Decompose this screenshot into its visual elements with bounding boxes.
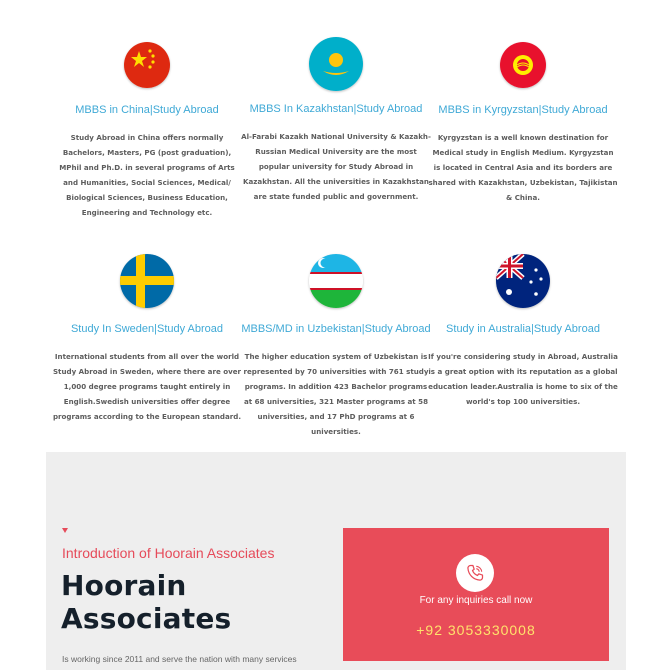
card-title[interactable]: MBBS/MD in Uzbekistan|Study Abroad — [241, 323, 431, 335]
card-text: Study Abroad in China offers normally Bachelors, Masters, PG (post graduation), MPhil and Ph.D. in several programs of Arts and Humanities, Social Sciences, Medical/ Biological Sciences, Business Education, Engineering and Technology etc. — [59, 133, 235, 217]
card-title[interactable]: MBBS in Kyrgyzstan|Study Abroad — [438, 104, 608, 116]
kazakhstan-flag-icon — [309, 37, 363, 91]
card-kyrgyzstan — [428, 42, 618, 205]
card-title[interactable]: MBBS in China|Study Abroad — [75, 104, 219, 116]
brand-title — [61, 569, 231, 635]
china-flag-icon — [124, 42, 170, 88]
sweden-flag-icon — [120, 254, 174, 308]
card-text: International students from all over the world Study Abroad in Sweden, where there are over 1,000 degree programs taught entirely in English.Swedish universities offer degree programs according to the European standard. — [52, 352, 242, 421]
brand-line-2: Associates — [61, 602, 232, 635]
phone-icon — [465, 563, 485, 583]
kyrgyzstan-flag-icon — [500, 42, 546, 88]
about-since: Is working since 2011 and serve the nation with many services — [62, 654, 297, 664]
card-title[interactable]: Study In Sweden|Study Abroad — [70, 323, 224, 335]
card-title[interactable]: Study in Australia|Study Abroad — [446, 323, 600, 335]
card-china — [52, 42, 242, 220]
contact-box — [343, 528, 609, 661]
card-kazakhstan — [241, 37, 431, 204]
card-text: The higher education system of Uzbekistan is represented by 70 universities with 761 study programs. In addition 423 Bachelor programs at 68 universities, 321 Master programs at 58 universities, and 17 PhD programs at 6 universities. — [243, 352, 429, 436]
brand-line-1: Hoorain — [61, 569, 187, 602]
card-text: If you're considering study in Abroad, Australia is a great option with its reputation as a global education leader.Australia is home to six of the world's top 100 universities. — [428, 352, 618, 406]
card-text: Kyrgyzstan is a well known destination for Medical study in English Medium. Kyrgyzstan is located in Central Asia and its borders are shared with Kazakhstan, Uzbekistan, Tajikistan & China. — [428, 133, 618, 202]
card-australia — [428, 254, 618, 409]
australia-flag-icon — [496, 254, 550, 308]
uzbekistan-flag-icon — [309, 254, 363, 308]
card-text: Al-Farabi Kazakh National University & Kazakh-Russian Medical University are the most popular university for Study Abroad in Kazakhstan. All the universities in Kazakhstan are state funded public and government. — [241, 132, 431, 201]
card-title[interactable]: MBBS In Kazakhstan|Study Abroad — [249, 103, 423, 115]
accent-triangle-icon — [62, 528, 68, 533]
contact-label: For any inquiries call now — [419, 595, 533, 606]
card-sweden — [52, 254, 242, 424]
about-intro: Introduction of Hoorain Associates — [62, 545, 275, 561]
phone-button[interactable] — [456, 554, 494, 592]
contact-number[interactable]: +92 3053330008 — [416, 622, 536, 638]
card-uzbekistan — [241, 254, 431, 439]
